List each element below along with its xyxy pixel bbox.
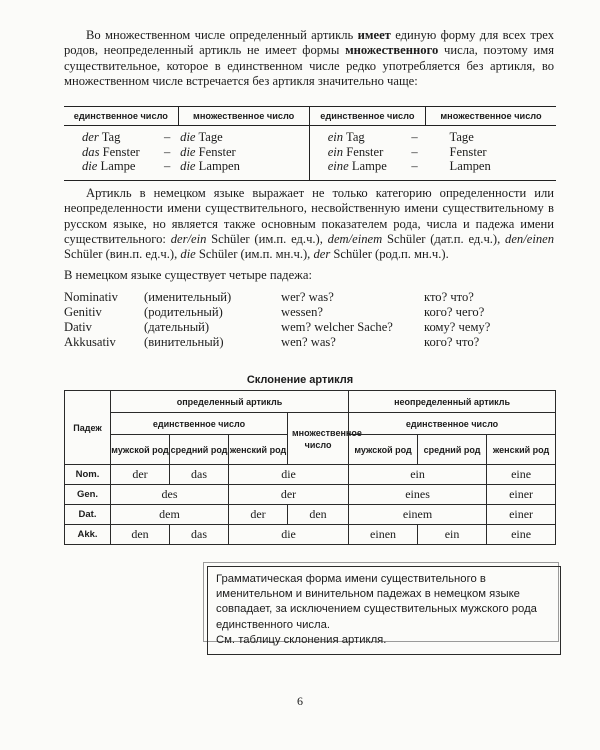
cases-list bbox=[64, 290, 554, 350]
note-reference: См. таблицу склонения артикля. bbox=[216, 633, 387, 646]
col-header-indef-sg: единственное число bbox=[309, 107, 425, 126]
header-masculine: мужской род bbox=[349, 435, 418, 465]
table-row-akk: Akk. den das die einen ein eine bbox=[65, 525, 556, 545]
header-indefinite: неопределенный артикль bbox=[349, 391, 556, 413]
indef-sg-form: ein Fenster bbox=[327, 144, 384, 159]
article-forms-table bbox=[64, 106, 556, 181]
table-row: das Fenster – die Fenster ein Fenster – Fenster bbox=[64, 145, 556, 160]
header-definite: определенный артикль bbox=[111, 391, 349, 413]
indef-sg-form: ein Tag bbox=[327, 130, 365, 144]
table-row-nom: Nom. der das die ein eine bbox=[65, 465, 556, 485]
cases-intro: В немецком языке существует четыре падежа: bbox=[64, 268, 312, 282]
def-sg-form: die Lampe bbox=[80, 159, 156, 180]
indef-pl-form: Lampen bbox=[426, 159, 556, 180]
list-item: Nominativ (именительный) wer? was? кто? что? bbox=[64, 290, 474, 304]
header-feminine: женский род bbox=[229, 435, 288, 465]
table-row: die Lampe – die Lampen eine Lampe – Lampen bbox=[64, 159, 556, 180]
indef-pl-form: Tage bbox=[449, 130, 474, 144]
header-def-singular: единственное число bbox=[111, 413, 288, 435]
table-row: der Tag – die Tage ein Tag – Tage bbox=[64, 126, 556, 145]
header-neuter: средний род bbox=[418, 435, 487, 465]
def-pl-form: die Lampen bbox=[178, 159, 309, 180]
col-header-def-pl: множественное число bbox=[178, 107, 309, 126]
declension-title: Склонение артикля bbox=[246, 374, 354, 386]
col-header-def-sg: единственное число bbox=[64, 107, 178, 126]
table-row-dat: Dat. dem der den einem einer bbox=[65, 505, 556, 525]
def-sg-form: das Fenster bbox=[82, 144, 140, 159]
header-case: Падеж bbox=[65, 391, 111, 465]
def-pl-form: die Fenster bbox=[180, 144, 236, 159]
table-row-gen: Gen. des der eines einer bbox=[65, 485, 556, 505]
list-item: Dativ (дательный) wem? welcher Sache? кому? чему? bbox=[64, 320, 491, 334]
header-masculine: мужской род bbox=[111, 435, 170, 465]
article-function-paragraph: Артикль в немецком языке выражает не только категорию определенности или неопределенности имени существительного, несвойственную имени существительному в русском языке, но является также основным показателем рода, числа и падежа имени существительного: der/ein Schüler (им.п. ед.ч.), dem/einem Schüler (дат.п. ед.ч.), den/einen Schüler (вин.п. ед.ч.), die Schüler (им.п. мн.ч.), der Schüler (род.п. мн.ч.). bbox=[64, 186, 555, 262]
header-feminine: женский род bbox=[487, 435, 556, 465]
header-def-plural: множественное число bbox=[288, 413, 349, 465]
def-pl-form: die Tage bbox=[180, 130, 223, 144]
list-item: Genitiv (родительный) wessen? кого? чего? bbox=[64, 305, 485, 319]
header-indef-singular: единственное число bbox=[349, 413, 556, 435]
intro-paragraph: Во множественном числе определенный артикль имеет единую форму для всех трех родов, неопределенный артикль не имеет формы множественного числа, поэтому имя существительное, которое в единственном числе редко употребляется без артикля, во множественном числе встречается без артикля значительно чаще: bbox=[64, 28, 555, 88]
note-text: Грамматическая форма имени существительного в именительном и винительном падежах в немецком языке совпадает, за исключением существительных мужского рода единственного числа. bbox=[216, 573, 537, 631]
def-sg-form: der Tag bbox=[82, 130, 121, 144]
page-number: 6 bbox=[297, 694, 303, 708]
indef-pl-form: Fenster bbox=[449, 144, 487, 159]
declension-table bbox=[64, 390, 556, 545]
header-neuter: средний род bbox=[170, 435, 229, 465]
indef-sg-form: eine Lampe bbox=[326, 159, 404, 180]
list-item: Akkusativ (винительный) wen? was? кого? что? bbox=[64, 335, 480, 349]
grammar-note bbox=[207, 566, 561, 655]
col-header-indef-pl: множественное число bbox=[426, 107, 556, 126]
